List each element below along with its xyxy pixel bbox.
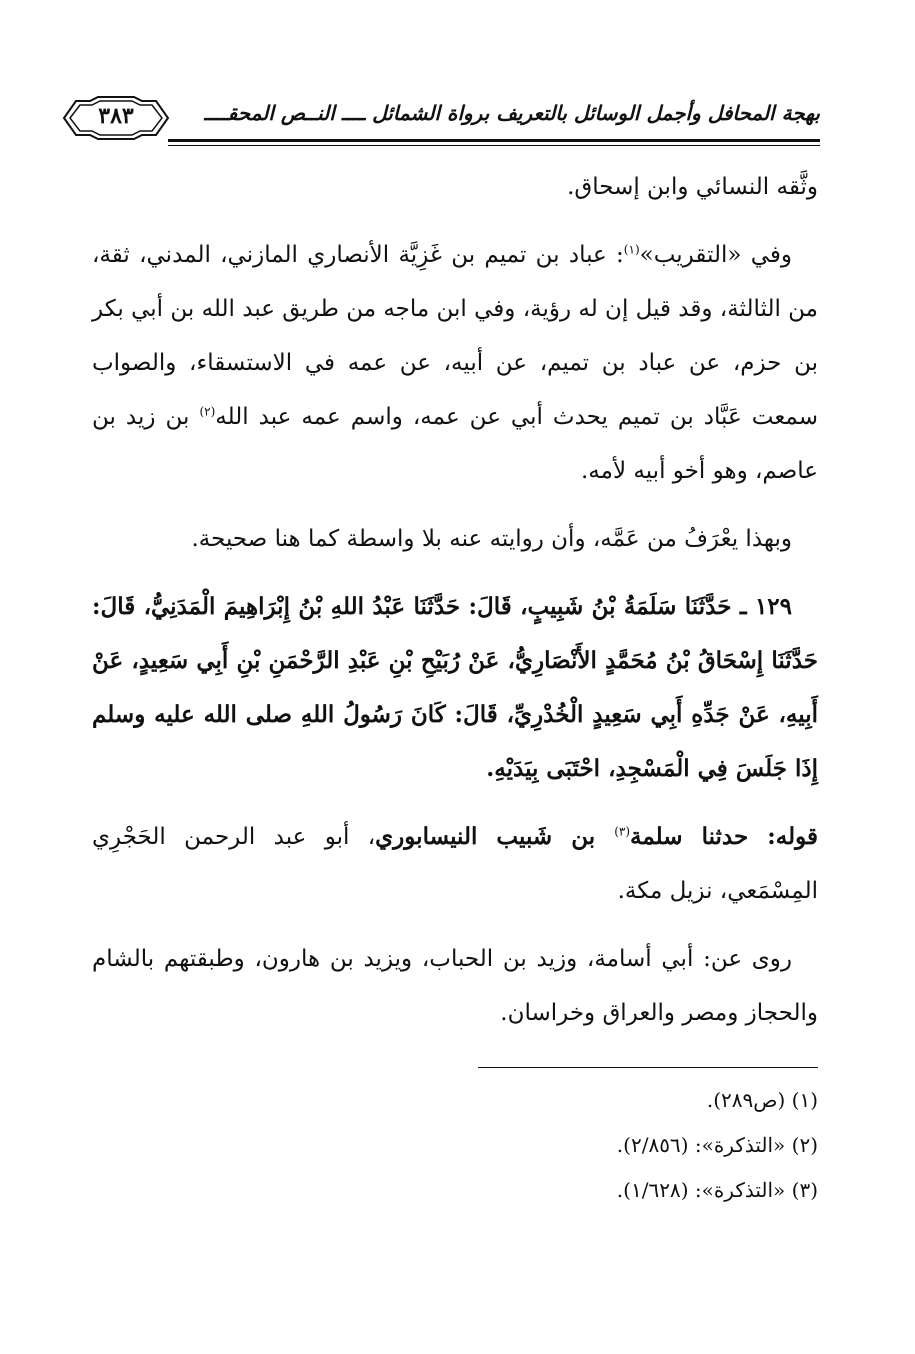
taqrib-text-end: بن زيد بن عاصم، وهو أخو أبيه لأمه. bbox=[92, 404, 818, 484]
paragraph-1: وثَّقه النسائي وابن إسحاق. bbox=[567, 174, 818, 200]
footnote-3: (٣) «التذكرة»: (١/٦٢٨). bbox=[616, 1178, 818, 1202]
footnote-2: (٢) «التذكرة»: (٢/٨٥٦). bbox=[616, 1133, 818, 1157]
header-rule bbox=[168, 139, 820, 142]
footnotes bbox=[420, 1078, 818, 1213]
footnote-separator bbox=[478, 1067, 818, 1068]
narrator-name: بن شَبيب النيسابوري bbox=[375, 823, 615, 850]
header-title: بهجة المحافل وأجمل الوسائل بالتعريف برواة الشمائل ــــ النــص المحقــــ bbox=[204, 101, 820, 125]
footnote-marker-3: (٣) bbox=[614, 824, 631, 839]
page-number-badge bbox=[60, 95, 172, 141]
paragraph-5 bbox=[92, 810, 818, 918]
running-header bbox=[60, 95, 820, 145]
body-text bbox=[92, 160, 818, 1054]
taqrib-text: : عباد بن تميم بن غَزِيَّة الأنصاري المازني، المدني، ثقة، من الثالثة، وقد قيل إن له رؤية، وفي ابن ماجه من طريق عبد الله بن أبي بكر بن حزم، عن عباد بن تميم، عن أبيه، عن عمه في الاستسقاء، والصواب سمعت عَبَّاد بن تميم يحدث أبي عن عمه، واسم عمه عبد الله bbox=[92, 242, 818, 430]
narrator-details: ، أبو عبد الرحمن الحَجْرِي المِسْمَعي، نزيل مكة. bbox=[92, 824, 818, 904]
footnote-marker-2: (٢) bbox=[199, 404, 216, 419]
hadith-129: ١٢٩ ـ حَدَّثَنَا سَلَمَةُ بْنُ شَبِيبٍ، قَالَ: حَدَّثَنَا عَبْدُ اللهِ بْنُ إِبْرَاهِيمَ الْمَدَنِيُّ، قَالَ: حَدَّثَنَا إِسْحَاقُ بْنُ مُحَمَّدٍ الأَنْصَارِيُّ، عَنْ رُبَيْحِ بْنِ عَبْدِ الرَّحْمَنِ بْنِ أَبِي سَعِيدٍ، عَنْ أَبِيهِ، عَنْ جَدِّهِ أَبِي سَعِيدٍ الْخُدْرِيِّ، قَالَ: كَانَ رَسُولُ اللهِ صلى الله عليه وسلم إِذَا جَلَسَ فِي الْمَسْجِدِ، احْتَبَى بِيَدَيْهِ. bbox=[92, 593, 818, 782]
paragraph-2 bbox=[92, 228, 818, 498]
taqrib-reference: وفي «التقريب» bbox=[639, 242, 792, 268]
footnote-1: (١) (ص٢٨٩). bbox=[706, 1088, 818, 1112]
quote-lead: قوله: حدثنا سلمة bbox=[630, 823, 818, 850]
paragraph-3: وبهذا يعْرَفُ من عَمَّه، وأن روايته عنه بلا واسطة كما هنا صحيحة. bbox=[191, 526, 792, 552]
page-number: ٣٨٣ bbox=[98, 103, 134, 129]
footnote-marker-1: (١) bbox=[623, 242, 640, 257]
paragraph-6: روى عن: أبي أسامة، وزيد بن الحباب، ويزيد بن هارون، وطبقتهم بالشام والحجاز ومصر والعراق وخراسان. bbox=[92, 946, 818, 1026]
header-rule-thin bbox=[168, 145, 820, 146]
